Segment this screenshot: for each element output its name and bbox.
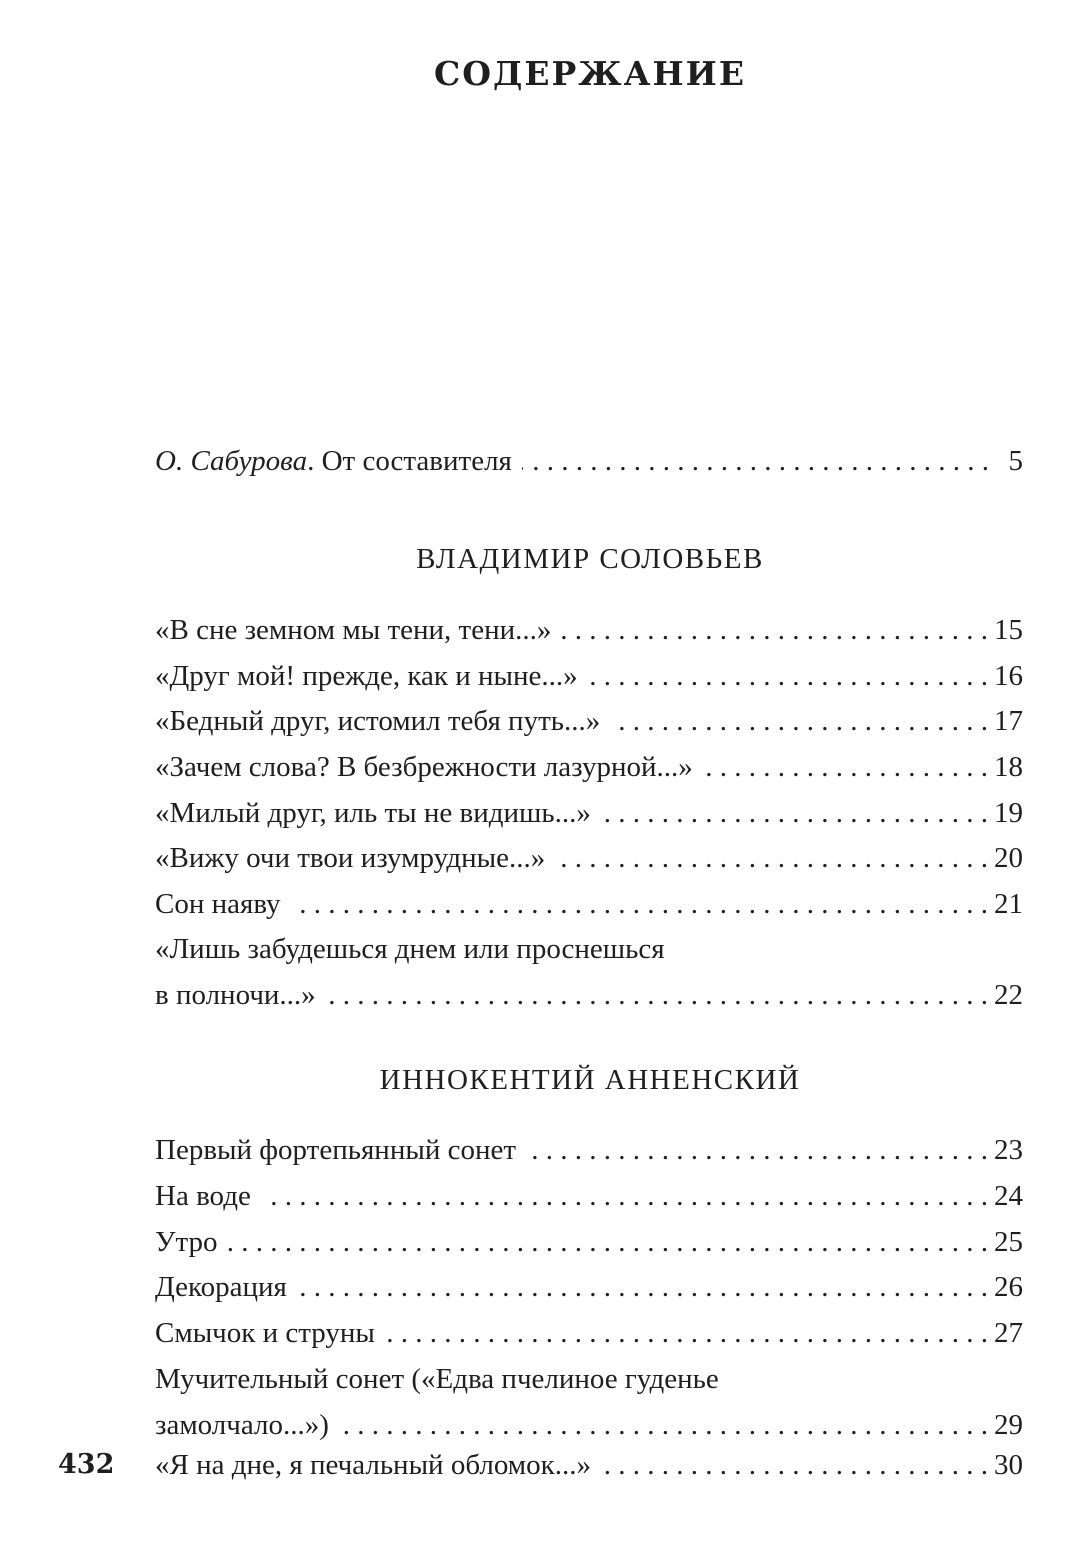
dot-leader	[261, 1173, 988, 1219]
toc-entry-page: 16	[994, 660, 1023, 692]
toc-entry-title: замолчало...»)	[155, 1409, 329, 1441]
toc-entry-page: 5	[1008, 445, 1023, 477]
toc-entry-title: «Вижу очи твои изумрудные...»	[155, 842, 546, 874]
toc-entry-page: 29	[994, 1409, 1023, 1441]
toc-entry-page: 21	[994, 888, 1023, 920]
toc-entry-title-line1: «Лишь забудешься днем или проснешься	[155, 933, 665, 965]
toc-entry[interactable]	[155, 607, 1023, 653]
toc-entry[interactable]	[155, 1264, 1023, 1310]
toc-entry[interactable]	[155, 1442, 1023, 1488]
toc-entry-page: 22	[994, 979, 1023, 1011]
dot-leader	[588, 653, 988, 699]
toc-entry-title: «Зачем слова? В безбрежности лазурной...»	[155, 751, 693, 783]
dot-leader	[561, 607, 988, 653]
toc-entry-title: «Милый друг, иль ты не видишь...»	[155, 797, 591, 829]
toc-entry-title: Смычок и струны	[155, 1317, 375, 1349]
dot-leader	[526, 1127, 988, 1173]
toc-entry-title: На воде	[155, 1180, 251, 1212]
toc-entry-page: 30	[994, 1449, 1023, 1481]
toc-entry-title: «Бедный друг, истомил тебя путь...»	[155, 705, 601, 737]
dot-leader	[555, 835, 988, 881]
toc-entry-title: «В сне земном мы тени, тени...»	[155, 614, 552, 646]
dot-leader	[385, 1310, 988, 1356]
toc-entry-title: Декорация	[155, 1271, 287, 1303]
dot-leader	[326, 972, 988, 1018]
toc-entry[interactable]	[155, 835, 1023, 881]
toc-entry-page: 18	[994, 751, 1023, 783]
toc-entry[interactable]	[155, 698, 1023, 744]
toc-entry-title: Первый фортепьянный сонет	[155, 1134, 517, 1166]
dot-leader	[703, 744, 988, 790]
section-heading-annensky: ИННОКЕНТИЙ АННЕНСКИЙ	[379, 1064, 801, 1096]
toc-entry-page: 24	[994, 1180, 1023, 1212]
toc-entry-page: 25	[994, 1226, 1023, 1258]
toc-entry-page: 20	[994, 842, 1023, 874]
toc-entry-title: О. Сабурова. От составителя	[155, 445, 512, 477]
dot-leader	[228, 1219, 988, 1265]
page-title: СОДЕРЖАНИЕ	[433, 54, 746, 93]
toc-entry-page: 23	[994, 1134, 1023, 1166]
toc-entry-page: 15	[994, 614, 1023, 646]
toc-entry-page: 19	[994, 797, 1023, 829]
dot-leader	[297, 1264, 988, 1310]
toc-entry-author: О. Сабурова	[155, 445, 308, 477]
toc-entry[interactable]	[155, 790, 1023, 836]
toc-entry[interactable]	[155, 1127, 1023, 1173]
dot-leader	[601, 1442, 988, 1488]
toc-entry[interactable]	[155, 653, 1023, 699]
toc-entry[interactable]	[155, 926, 1023, 1018]
dot-leader	[601, 790, 988, 836]
toc-entry-title: «Я на дне, я печальный обломок...»	[155, 1449, 591, 1481]
toc-entry[interactable]	[155, 1173, 1023, 1219]
toc-entry-page: 27	[994, 1317, 1023, 1349]
toc-entry-title: «Друг мой! прежде, как и ныне...»	[155, 660, 578, 692]
dot-leader	[610, 698, 988, 744]
section-heading-solovyov: ВЛАДИМИР СОЛОВЬЕВ	[416, 543, 764, 575]
toc-entry[interactable]	[155, 1219, 1023, 1265]
toc-entry-page: 17	[994, 705, 1023, 737]
toc-entry-title: в полночи...»	[155, 979, 316, 1011]
toc-entry-title-line1: Мучительный сонет («Едва пчелиное гуденье	[155, 1363, 719, 1395]
toc-entry[interactable]	[155, 1310, 1023, 1356]
toc-entry-title: Сон наяву	[155, 888, 281, 920]
dot-leader	[522, 438, 989, 484]
dot-leader	[291, 881, 988, 927]
toc-entry-intro[interactable]	[155, 438, 1023, 484]
page-number: 432	[58, 1449, 115, 1480]
toc-entry-page: 26	[994, 1271, 1023, 1303]
toc-entry[interactable]	[155, 1356, 1023, 1448]
toc-entry[interactable]	[155, 744, 1023, 790]
toc-entry-title: Утро	[155, 1226, 218, 1258]
toc-entry[interactable]	[155, 881, 1023, 927]
